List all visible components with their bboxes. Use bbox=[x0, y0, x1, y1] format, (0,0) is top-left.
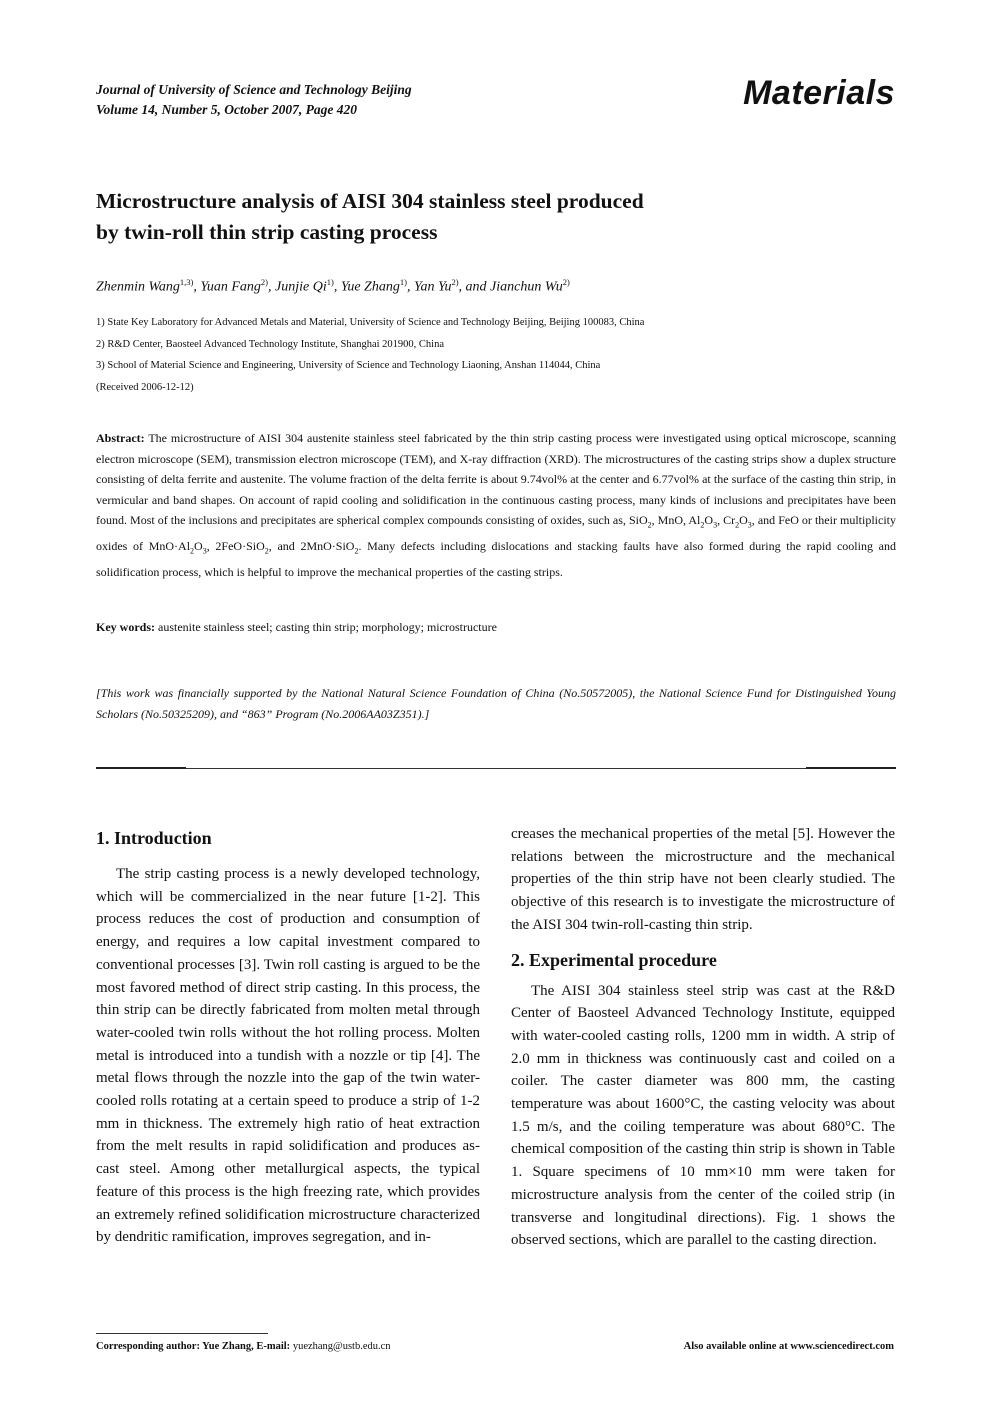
author-affiliation-mark: 2) bbox=[451, 277, 459, 287]
author-name: Yue Zhang bbox=[340, 279, 400, 295]
corresponding-label: Corresponding author: Yue Zhang, E-mail: bbox=[96, 1341, 293, 1352]
subscript: 2 bbox=[190, 546, 195, 556]
abstract-label: Abstract: bbox=[96, 431, 145, 445]
subscript: 3 bbox=[713, 520, 718, 530]
subscript: 2 bbox=[647, 520, 652, 530]
abstract-text: , 2FeO·SiO bbox=[206, 538, 265, 553]
author-affiliation-mark: 1) bbox=[399, 277, 407, 287]
author-separator: , bbox=[458, 279, 466, 295]
subscript: 3 bbox=[747, 520, 752, 530]
abstract-text: O bbox=[739, 513, 748, 527]
experimental-paragraph: The AISI 304 stainless steel strip was cast at the R&D Center of Baosteel Advanced Technology Institute, equipped with water-cooled casting rolls, 1200 mm in width. A strip of 2.0 mm in thickness was continuously cast and coiled on a coiler. The caster diameter was 800 mm, the casting temperature was about 1600°C, the casting velocity was about 1.5 m/s, and the coiling temperature was about 680°C. The chemical composition of the casting thin strip is shown in Table 1. Square specimens of 10 mm×10 mm were taken for microstructure analysis from the center of the coiled strip (in transverse and longitudinal directions). Fig. 1 shows the observed sections, which are parallel to the casting direction. bbox=[511, 982, 895, 1249]
journal-name: Journal of University of Science and Technology Beijing bbox=[96, 82, 412, 97]
paper-title bbox=[96, 186, 856, 248]
abstract-text: , MnO, Al bbox=[651, 513, 701, 527]
divider-accent-right bbox=[806, 767, 896, 769]
received-date: (Received 2006-12-12) bbox=[96, 381, 194, 393]
section-heading-introduction: 1. Introduction bbox=[96, 828, 212, 848]
author-name: Yan Yu bbox=[413, 279, 452, 295]
corresponding-author bbox=[96, 1341, 391, 1352]
section-divider bbox=[96, 768, 896, 769]
author-name: Junjie Qi bbox=[275, 279, 327, 295]
keywords bbox=[96, 620, 497, 635]
abstract-text: , and FeO or their multiplicity oxides of MnO·Al bbox=[96, 513, 896, 553]
author-conjunction: and bbox=[465, 279, 491, 295]
abstract-text: O bbox=[194, 538, 203, 553]
subscript: 2 bbox=[264, 546, 269, 556]
online-availability: Also available online at www.sciencedirect.com bbox=[683, 1341, 894, 1352]
abstract-text: , Cr bbox=[717, 513, 736, 527]
author-list bbox=[96, 277, 570, 296]
journal-header bbox=[96, 80, 412, 120]
section-heading-experimental: 2. Experimental procedure bbox=[511, 949, 717, 970]
abstract-text: O bbox=[704, 513, 714, 527]
author-name: Yuan Fang bbox=[200, 279, 261, 295]
subscript: 2 bbox=[354, 546, 359, 556]
abstract bbox=[96, 428, 896, 582]
affiliation-list bbox=[96, 312, 644, 398]
funding-note: [This work was financially supported by the National Natural Science Foundation of China (No.50572005), the National Science Fund for Distinguished Young Scholars (No.50325209), and “863” Program (No.2006AA03Z351).] bbox=[96, 686, 896, 721]
subscript: 2 bbox=[735, 520, 740, 530]
journal-volume: Volume 14, Number 5, October 2007, Page 420 bbox=[96, 102, 357, 117]
author-name: Jianchun Wu bbox=[490, 279, 563, 295]
section-tag: Materials bbox=[743, 74, 895, 112]
author-affiliation-mark: 2) bbox=[260, 277, 269, 287]
left-column bbox=[96, 824, 480, 1249]
abstract-text: , and 2MnO·SiO bbox=[268, 538, 355, 553]
author-separator: , bbox=[406, 279, 414, 295]
author-affiliation-mark: 1) bbox=[326, 277, 334, 287]
title-line-1: Microstructure analysis of AISI 304 stainless steel produced bbox=[96, 189, 644, 213]
footnote-divider bbox=[96, 1333, 268, 1334]
author-affiliation-mark: 2) bbox=[562, 277, 570, 287]
title-line-2: by twin-roll thin strip casting process bbox=[96, 220, 438, 244]
affiliation-item: 2) R&D Center, Baosteel Advanced Technology Institute, Shanghai 201900, China bbox=[96, 338, 445, 350]
affiliation-item: 1) State Key Laboratory for Advanced Metals and Material, University of Science and Technology Beijing, Beijing 100083, China bbox=[96, 317, 645, 328]
divider-accent-left bbox=[96, 767, 186, 769]
subscript: 2 bbox=[700, 520, 705, 530]
abstract-text: . Many defects including dislocations and stacking faults have also formed during the rapid cooling and solidification process, which is helpful to improve the mechanical properties of the casting strips. bbox=[96, 538, 896, 579]
author-separator: , bbox=[268, 279, 276, 295]
author-separator: , bbox=[333, 279, 341, 295]
subscript: 3 bbox=[202, 546, 207, 556]
author-affiliation-mark: 1,3) bbox=[179, 277, 194, 287]
email-link[interactable]: yuezhang@ustb.edu.cn bbox=[292, 1341, 391, 1352]
author-name: Zhenmin Wang bbox=[96, 279, 180, 295]
keywords-label: Key words: bbox=[96, 620, 155, 634]
right-column bbox=[511, 823, 895, 1252]
keywords-text: austenite stainless steel; casting thin strip; morphology; microstructure bbox=[155, 620, 497, 634]
author-separator: , bbox=[193, 279, 201, 295]
intro-paragraph-continued: creases the mechanical properties of the metal [5]. However the relations between the microstructure and the mechanical properties of the thin strip have not been clearly studied. The objective of this research is to investigate the microstructure of the AISI 304 twin-roll-casting thin strip. bbox=[511, 826, 895, 933]
intro-paragraph: The strip casting process is a newly developed technology, which will be commercialized in the near future [1-2]. This process reduces the cost of production and consumption of energy, and requires a low capital investment compared to conventional processes [3]. Twin roll casting is argued to be the most favored method of direct strip casting. In this process, the thin strip can be directly fabricated from molten metal through water-cooled twin rolls without the hot rolling process. Molten metal is introduced into a tundish with a nozzle or tip [4]. The metal flows through the nozzle into the gap of the twin water-cooled rolls rotating at a certain speed to produce a strip of 1-2 mm in thickness. The extremely high ratio of heat extraction from the melt results in rapid solidification and produces as-cast steel. Among other metallurgical aspects, the typical feature of this process is the high freezing rate, which provides an extremely refined solidification microstructure characterized by dendritic ramification, improves segregation, and in- bbox=[96, 866, 480, 1246]
affiliation-item: 3) School of Material Science and Engineering, University of Science and Technology Liaoning, Anshan 114044, China bbox=[96, 360, 601, 371]
abstract-text: The microstructure of AISI 304 austenite stainless steel fabricated by the thin strip casting process were investigated using optical microscope, scanning electron microscope (SEM), transmission electron microscope (TEM), and X-ray diffraction (XRD). The microstructures of the casting strips show a duplex structure consisting of delta ferrite and austenite. The volume fraction of the delta ferrite is about 9.74vol% at the center and 6.77vol% at the surface of the casting thin strip, in vermicular and band shapes. On account of rapid cooling and solidification in the continuous casting process, many kinds of inclusions and precipitates have been found. Most of the inclusions and precipitates are spherical complex compounds consisting of oxides, such as, SiO bbox=[96, 431, 896, 527]
